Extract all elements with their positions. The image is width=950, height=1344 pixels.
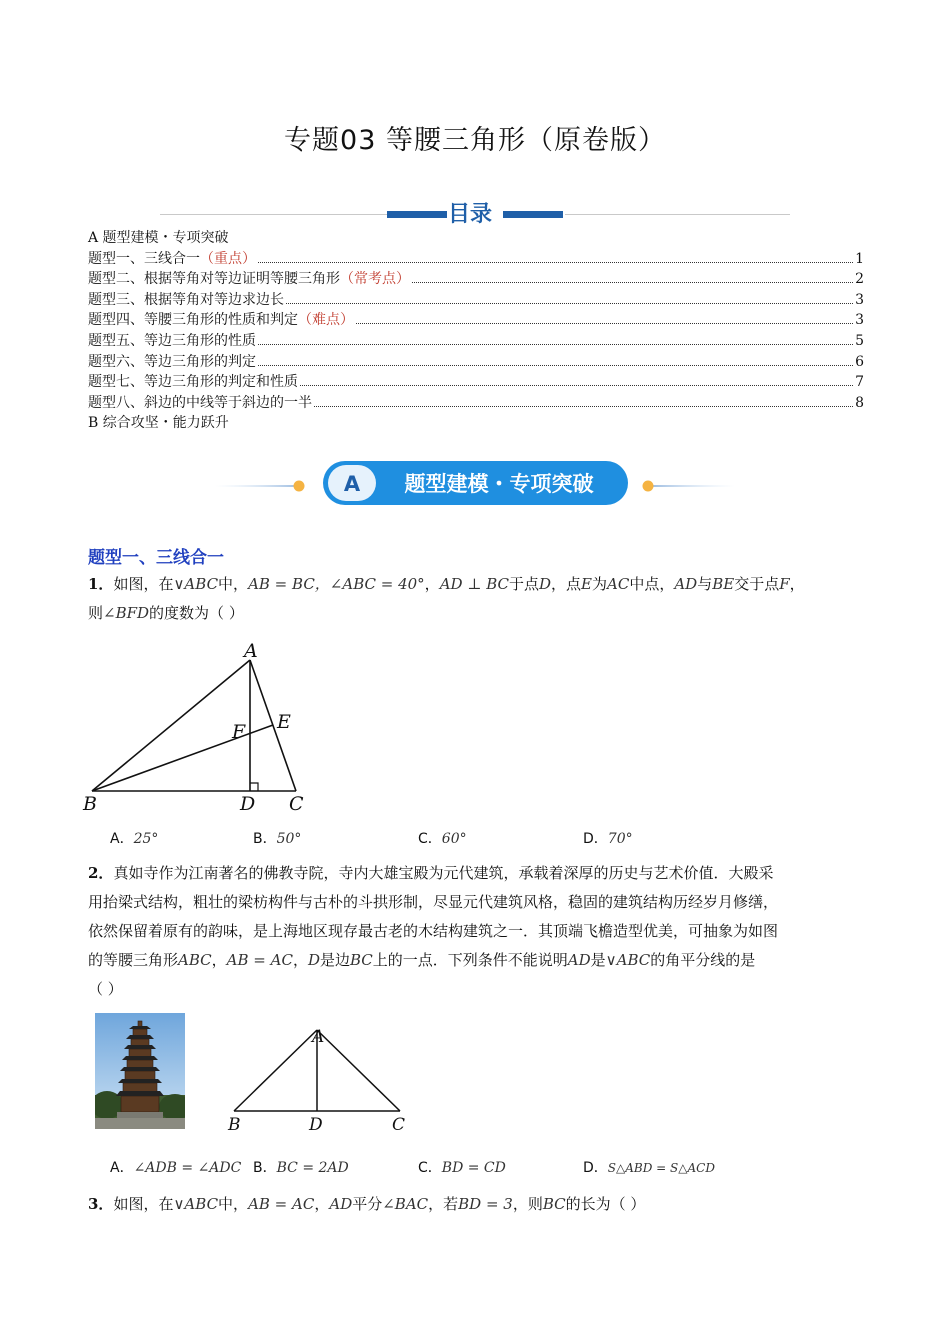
q-text: ， — [211, 951, 227, 969]
q-text: 的角平分线的是 — [650, 951, 756, 969]
q-text: 上的一点．下列条件不能说明 — [372, 951, 568, 969]
toc-item[interactable] — [88, 331, 864, 352]
q-text: 用抬梁式结构，粗壮的梁枋构件与古朴的斗拱形制，尽显元代建筑风格，稳固的建筑结构历经岁月修缮， — [88, 893, 779, 911]
toc-item-page: 1 — [855, 250, 864, 267]
toc-item-page: 7 — [855, 374, 864, 391]
segment-AB — [234, 1030, 317, 1111]
label-F: F — [232, 721, 246, 743]
option-value: 70° — [607, 831, 633, 847]
math: F — [779, 575, 790, 593]
math: BC — [350, 951, 373, 969]
q-text: 于点 — [508, 575, 539, 593]
math: AB = BC，∠ABC = 40° — [248, 575, 425, 593]
option-a[interactable] — [110, 828, 158, 848]
toc-item-label: 题型三、根据等角对等边求边长 — [88, 291, 284, 308]
label-C: C — [289, 793, 304, 815]
toc-leader — [356, 322, 853, 324]
option-c[interactable] — [418, 1157, 506, 1177]
toc-item[interactable] — [88, 372, 864, 393]
q-text: 中， — [218, 575, 249, 593]
option-value: ∠ADB = ∠ADC — [133, 1160, 242, 1176]
math: AD — [329, 1195, 353, 1213]
option-value: 50° — [276, 831, 302, 847]
toc-item-tag: （常考点） — [340, 271, 410, 288]
banner-text: 题型建模・专项突破 — [404, 472, 594, 496]
banner-rule-left — [215, 485, 300, 487]
q-text: 真如寺作为江南著名的佛教寺院，寺内大雄宝殿为元代建筑，承载着深厚的历史与艺术价值．大殿采 — [113, 864, 774, 882]
question-2 — [88, 859, 878, 1004]
option-a[interactable] — [110, 1157, 241, 1177]
option-label: D． — [583, 1160, 608, 1176]
option-label: A． — [110, 831, 134, 847]
question-3 — [88, 1190, 878, 1219]
page-title: 专题03 等腰三角形（原卷版） — [284, 125, 666, 156]
section-a-banner — [215, 458, 735, 508]
toc-heading: 目录 — [448, 202, 493, 227]
label-A: A — [244, 640, 258, 662]
option-b[interactable] — [253, 1157, 349, 1177]
math: ∠BAC — [382, 1195, 429, 1213]
toc-item-page: 5 — [855, 332, 864, 349]
question-number: 1． — [88, 575, 114, 593]
math: D — [307, 951, 320, 969]
q2-options — [0, 1157, 950, 1181]
q-text: 平分 — [352, 1195, 383, 1213]
figure-q1-triangle — [80, 640, 320, 815]
question-number: 3． — [88, 1195, 114, 1213]
toc-item[interactable] — [88, 310, 864, 331]
option-value: BC = 2AD — [276, 1160, 349, 1176]
toc-item[interactable] — [88, 249, 864, 270]
toc-leader — [258, 364, 853, 366]
toc-item-label: 题型一、三线合一 — [88, 250, 200, 267]
q-text: ，若 — [428, 1195, 459, 1213]
label-D: D — [240, 793, 256, 815]
label-A: A — [312, 1027, 325, 1047]
q-text: 为 — [591, 575, 607, 593]
q-text: 依然保留着原有的韵味，是上海地区现存最古老的木结构建筑之一．其顶端飞檐造型优美，可抽象为如图 — [88, 922, 779, 940]
toc-item-label: 题型五、等边三角形的性质 — [88, 332, 256, 349]
math: E — [581, 575, 592, 593]
math: AC — [607, 575, 630, 593]
q1-options — [0, 828, 950, 852]
banner-dot-left — [294, 481, 305, 492]
q-text: 是边 — [319, 951, 350, 969]
toc-leader — [300, 384, 853, 386]
toc-item-page: 8 — [855, 394, 864, 411]
q-text: ，则 — [512, 1195, 543, 1213]
toc-leader — [258, 343, 853, 345]
toc-item-page: 2 — [855, 271, 864, 288]
q-text: 中， — [218, 1195, 249, 1213]
math: AD — [674, 575, 698, 593]
banner-rule-right — [650, 485, 735, 487]
q-text: ，点 — [551, 575, 582, 593]
toc-item[interactable] — [88, 269, 864, 290]
toc-section-b: B 综合攻坚・能力跃升 — [88, 415, 229, 432]
toc-section-a: A 题型建模・专项突破 — [88, 230, 229, 246]
q-text: 的等腰三角形 — [88, 951, 179, 969]
math: BD = 3 — [458, 1195, 513, 1213]
option-value: BD = CD — [441, 1160, 506, 1176]
toc-item-page: 6 — [855, 353, 864, 370]
toc-rule-right — [565, 214, 790, 215]
toc-item[interactable] — [88, 290, 864, 311]
label-B: B — [83, 793, 97, 815]
math: ∨ABC — [173, 575, 219, 593]
math: AB = AC — [248, 1195, 315, 1213]
option-d[interactable] — [583, 828, 633, 848]
toc-rule-left — [160, 214, 390, 215]
toc-item-label: 题型七、等边三角形的判定和性质 — [88, 374, 298, 391]
option-value: 25° — [133, 831, 159, 847]
math: ∨ABC — [605, 951, 651, 969]
toc-item-page: 3 — [855, 291, 864, 308]
option-value: S△ABD = S△ACD — [607, 1161, 715, 1175]
option-label: B． — [253, 1160, 277, 1176]
label-C: C — [392, 1115, 406, 1135]
toc-item-page: 3 — [855, 312, 864, 329]
option-label: C． — [418, 1160, 442, 1176]
math: ABC — [178, 951, 212, 969]
option-label: B． — [253, 831, 277, 847]
q-text: 如图，在 — [113, 575, 174, 593]
option-label: A． — [110, 1160, 134, 1176]
section-heading: 题型一、三线合一 — [88, 548, 224, 568]
toc-leader — [286, 302, 853, 304]
q-text: 如图，在 — [113, 1195, 174, 1213]
toc-leader — [314, 405, 853, 407]
label-E: E — [277, 711, 291, 733]
option-value: 60° — [441, 831, 467, 847]
toc-item-label: 题型六、等边三角形的判定 — [88, 353, 256, 370]
toc-item-label: 题型八、斜边的中线等于斜边的一半 — [88, 394, 312, 411]
option-label: C． — [418, 831, 442, 847]
toc-item-label: 题型二、根据等角对等边证明等腰三角形 — [88, 271, 340, 288]
q-text: 则 — [88, 604, 104, 622]
math: AD ⊥ BC — [439, 575, 509, 593]
option-label: D． — [583, 831, 608, 847]
banner-letter: A — [343, 472, 361, 496]
q-text: 的度数为（ ） — [149, 604, 244, 622]
math: BE — [712, 575, 735, 593]
right-angle-mark — [250, 783, 258, 791]
table-of-contents — [88, 228, 864, 434]
pagoda-photo — [95, 1013, 185, 1129]
toc-item[interactable] — [88, 352, 864, 373]
option-c[interactable] — [418, 828, 467, 848]
math: BC — [542, 1195, 566, 1213]
toc-bar-right — [503, 211, 563, 218]
toc-item[interactable] — [88, 393, 864, 414]
segment-BE — [92, 725, 273, 791]
toc-bar-left — [387, 211, 447, 218]
toc-item-tag: （重点） — [200, 250, 256, 267]
q-text: ， — [292, 951, 308, 969]
math: AD — [567, 951, 591, 969]
q-text: 中点， — [629, 575, 675, 593]
toc-item-label: 题型四、等腰三角形的性质和判定 — [88, 312, 298, 329]
banner-dot-right — [643, 481, 654, 492]
option-b[interactable] — [253, 828, 301, 848]
math: ∠BFD — [103, 604, 150, 622]
toc-item-tag: （难点） — [298, 312, 354, 329]
q-text: （ ） — [88, 980, 123, 998]
q-text: ， — [424, 575, 440, 593]
segment-AC — [317, 1030, 400, 1111]
label-B: B — [228, 1115, 241, 1135]
q-text: 交于点 — [734, 575, 780, 593]
label-D: D — [309, 1115, 323, 1135]
figure-q2-triangle — [222, 1022, 412, 1137]
question-number: 2． — [88, 864, 114, 882]
option-d[interactable] — [583, 1157, 715, 1177]
question-1 — [88, 570, 878, 628]
math: D — [538, 575, 552, 593]
toc-leader — [258, 261, 853, 263]
toc-leader — [412, 281, 853, 283]
q-text: ， — [789, 575, 805, 593]
q-text: 与 — [697, 575, 713, 593]
q-text: 的长为（ ） — [565, 1195, 646, 1213]
math: AB = AC — [226, 951, 293, 969]
math: ∨ABC — [173, 1195, 219, 1213]
segment-BA — [92, 660, 250, 791]
q-text: ， — [314, 1195, 330, 1213]
q-text: 是 — [590, 951, 606, 969]
